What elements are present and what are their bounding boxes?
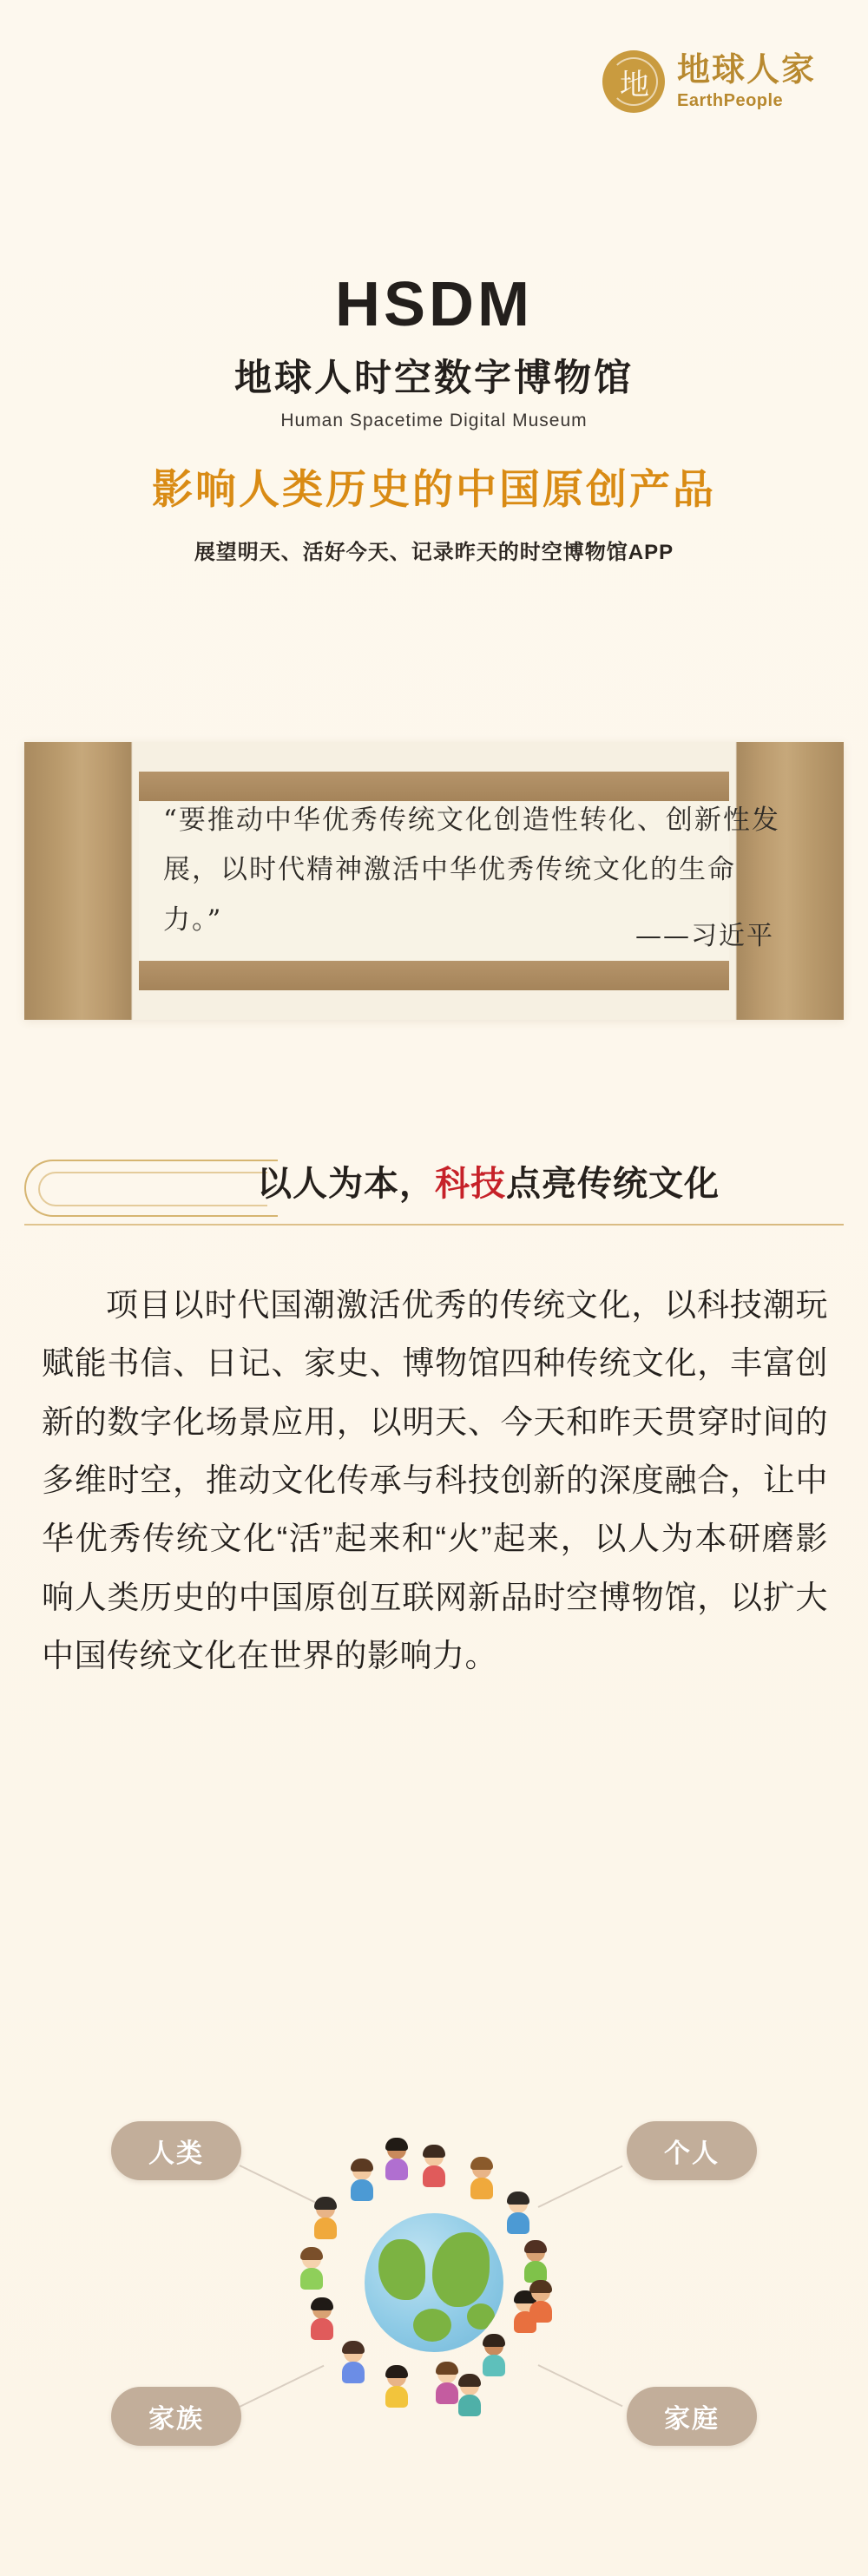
- globe-people-illustration: [304, 2152, 564, 2413]
- quote-author: ——习近平: [635, 921, 774, 951]
- quote-card: [24, 742, 844, 1020]
- relationship-diagram: [87, 2100, 781, 2482]
- person-icon: [349, 2161, 375, 2201]
- person-icon: [312, 2199, 339, 2239]
- person-icon: [523, 2243, 549, 2283]
- land-mass: [413, 2309, 451, 2342]
- section-title-highlight: 科技: [435, 1163, 506, 1204]
- body-paragraph: 项目以时代国潮激活优秀的传统文化，以科技潮玩赋能书信、日记、家史、博物馆四种传统文化，丰富创新的数字化场景应用，以明天、今天和昨天贯穿时间的多维时空，推动文化传承与科技创新的深度融合，让中华优秀传统文化“活”起来和“火”起来，以人为本研磨影响人类历史的中国原创互联网新品时空博物馆，以扩大中国传统文化在世界的影响力。: [42, 1287, 828, 1673]
- page-title-acronym: HSDM: [335, 270, 533, 339]
- person-icon: [469, 2159, 495, 2199]
- brand-name-cn: 地球人家: [676, 52, 816, 89]
- quote-bottom-band: [139, 961, 729, 990]
- section-divider: [24, 1224, 844, 1226]
- page-title-en: Human Spacetime Digital Museum: [280, 411, 588, 430]
- person-icon: [340, 2343, 366, 2383]
- person-icon: [309, 2300, 335, 2340]
- logo-glyph: 地: [619, 67, 648, 102]
- diagram-node-jiating: 家庭: [627, 2387, 757, 2446]
- section-title-suffix: 点亮传统文化: [506, 1163, 720, 1204]
- person-icon: [505, 2194, 531, 2234]
- person-icon: [457, 2376, 483, 2416]
- brand-header: [602, 50, 816, 113]
- earthpeople-logo-icon: [602, 50, 665, 113]
- land-mass: [467, 2303, 495, 2330]
- land-mass: [378, 2239, 425, 2300]
- person-icon: [421, 2147, 447, 2187]
- diagram-node-renlei: 人类: [111, 2121, 241, 2180]
- person-icon: [481, 2336, 507, 2376]
- brand-name-en: EarthPeople: [676, 90, 784, 110]
- diagram-node-jiazu: 家族: [111, 2387, 241, 2446]
- diagram-node-geren: 个人: [627, 2121, 757, 2180]
- subheadline: 展望明天、活好今天、记录昨天的时空博物馆APP: [194, 541, 674, 564]
- title-block: [0, 269, 868, 565]
- quote-text: “要推动中华优秀传统文化创造性转化、创新性发展，以时代精神激活中华优秀传统文化的生命力。”: [163, 805, 780, 936]
- globe-icon: [365, 2213, 503, 2352]
- brand-text: [677, 53, 816, 110]
- section-title: [257, 1156, 720, 1206]
- person-icon: [384, 2140, 410, 2180]
- land-mass: [432, 2232, 490, 2307]
- section-heading: [24, 1154, 844, 1232]
- ribbon-decoration-icon: [24, 1160, 278, 1217]
- person-icon: [528, 2283, 554, 2323]
- headline: 影响人类历史的中国原创产品: [152, 466, 716, 512]
- person-icon: [299, 2250, 325, 2290]
- section-title-prefix: 以人为本，: [257, 1163, 435, 1204]
- person-icon: [384, 2368, 410, 2408]
- page-title-cn: 地球人时空数字博物馆: [234, 358, 634, 399]
